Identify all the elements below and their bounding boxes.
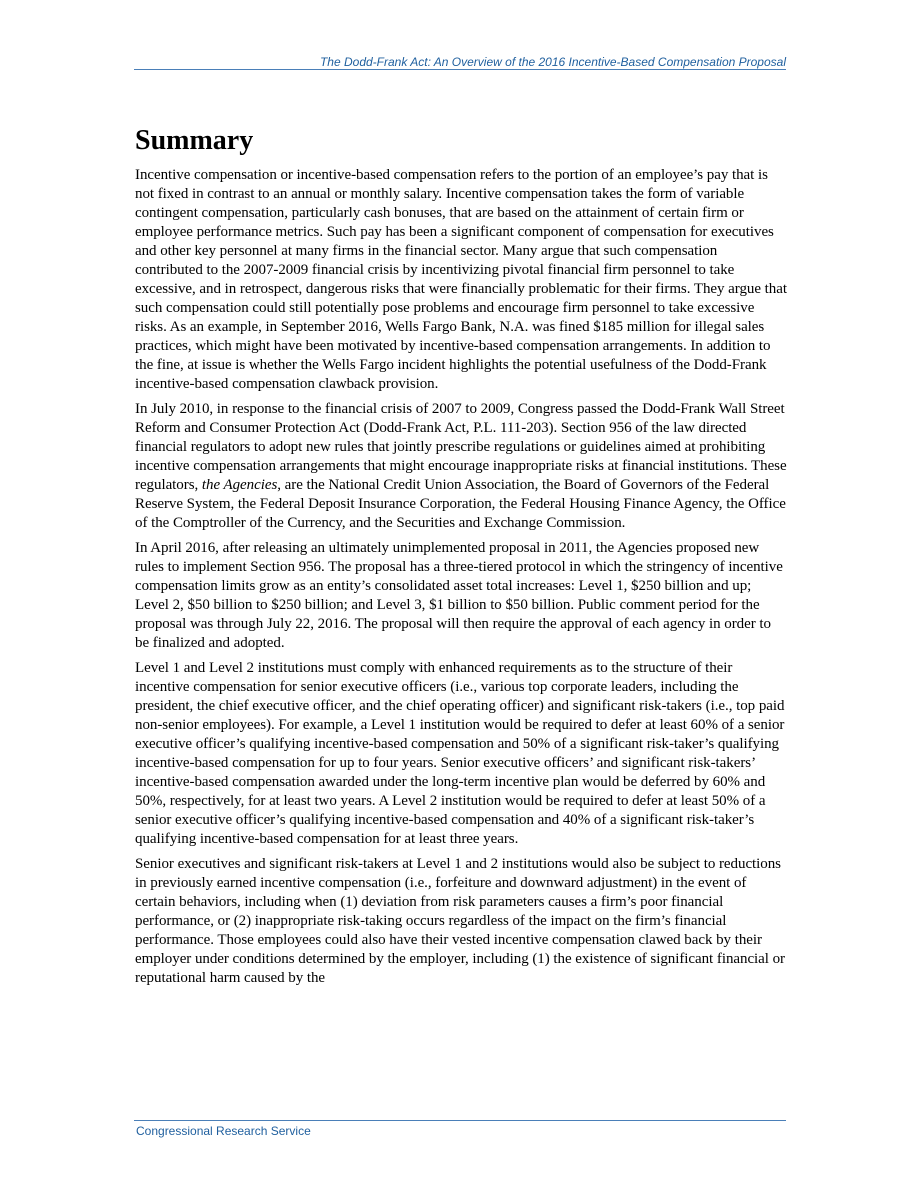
paragraph-2-text-before: In July 2010, in response to the financial crisis of 2007 to 2009, Congress passed the Dodd-Frank Wall Street Reform and Consumer Protection Act (Dodd-Frank Act, P.L. 111-203). Section 956 of the law directed financial regulators to adopt new rules that jointly prescribe regulations or guidelines aimed at prohibiting incentive compensation arrangements that might encourage inappropriate risks at financial institutions. These regulators,: [135, 401, 787, 493]
paragraph-5: Senior executives and significant risk-takers at Level 1 and 2 institutions would also be subject to reductions in previously earned incentive compensation (i.e., forfeiture and downward adjustment) in the event of certain behaviors, including when (1) deviation from risk parameters causes a firm’s poor financial performance, or (2) inappropriate risk-taking occurs regardless of the impact on the firm’s financial performance. Those employees could also have their vested incentive compensation clawed back by their employer under conditions determined by the employer, including (1) the existence of significant financial or reputational harm caused by the: [135, 856, 785, 986]
paragraph-2: [135, 400, 787, 533]
footer-rule: [134, 1120, 786, 1121]
paragraph-3: In April 2016, after releasing an ultimately unimplemented proposal in 2011, the Agencies proposed new rules to implement Section 956. The proposal has a three-tiered protocol in which the stringency of incentive compensation limits grow as an entity’s consolidated asset total increases: Level 1, $250 billion and up; Level 2, $50 billion to $250 billion; and Level 3, $1 billion to $50 billion. Public comment period for the proposal was through July 22, 2016. The proposal will then require the approval of each agency in order to be finalized and adopted.: [135, 540, 783, 651]
footer-publisher: Congressional Research Service: [136, 1124, 311, 1138]
paragraph-2-text-after: , are the National Credit Union Association, the Board of Governors of the Federal Reserve System, the Federal Deposit Insurance Corporation, the Federal Housing Finance Agency, the Office of the Comptroller of the Currency, and the Securities and Exchange Commission.: [135, 477, 786, 531]
paragraph-1: Incentive compensation or incentive-based compensation refers to the portion of an employee’s pay that is not fixed in contrast to an annual or monthly salary. Incentive compensation takes the form of variable contingent compensation, particularly cash bonuses, that are based on the attainment of certain firm or employee performance metrics. Such pay has been a significant component of compensation for executives and other key personnel at many firms in the financial sector. Many argue that such compensation contributed to the 2007-2009 financial crisis by incentivizing pivotal financial firm personnel to take excessive, and in retrospect, dangerous risks that were financially problematic for their firms. They argue that such compensation could still potentially pose problems and encourage firm personnel to take excessive risks. As an example, in September 2016, Wells Fargo Bank, N.A. was fined $185 million for illegal sales practices, which might have been motivated by incentive-based compensation arrangements. In addition to the fine, at issue is whether the Wells Fargo incident highlights the potential usefulness of the Dodd-Frank incentive-based compensation clawback provision.: [135, 167, 787, 392]
running-header-title: The Dodd-Frank Act: An Overview of the 2016 Incentive-Based Compensation Proposal: [319, 55, 786, 69]
paragraph-4: Level 1 and Level 2 institutions must comply with enhanced requirements as to the structure of their incentive compensation for senior executive officers (i.e., various top corporate leaders, including the president, the chief executive officer, and the chief operating officer) and significant risk-takers (i.e., top paid non-senior employees). For example, a Level 1 institution would be required to defer at least 60% of a senior executive officer’s qualifying incentive-based compensation and 50% of a significant risk-taker’s qualifying incentive-based compensation for up to four years. Senior executive officers’ and significant risk-takers’ incentive-based compensation awarded under the long-term incentive plan would be deferred by 60% and 50%, respectively, for at least two years. A Level 2 institution would be required to defer at least 50% of a senior executive officer’s qualifying incentive-based compensation and 40% of a significant risk-taker’s qualifying incentive-based compensation for at least three years.: [135, 660, 785, 847]
section-title: Summary: [135, 125, 254, 156]
header-rule: [134, 69, 786, 70]
document-body: [135, 124, 787, 994]
paragraph-2-italic-term: the Agencies: [201, 477, 278, 493]
